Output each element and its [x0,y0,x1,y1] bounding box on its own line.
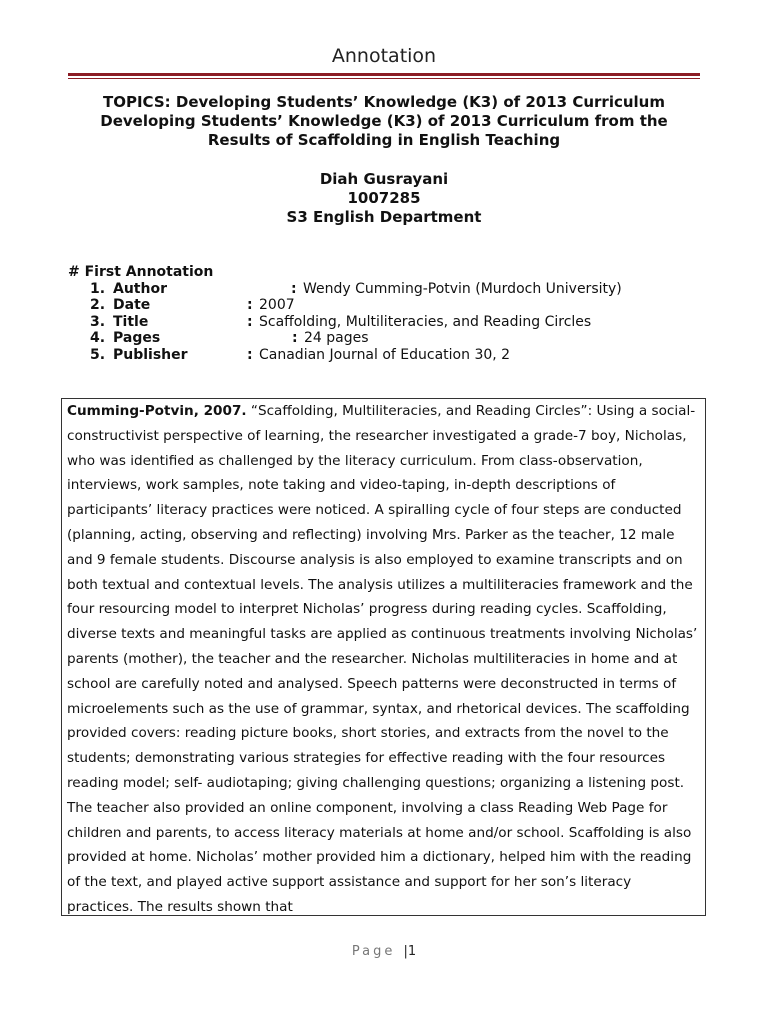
student-id: 1007285 [347,189,421,207]
topics-line-3: Results of Scaffolding in English Teaching [207,131,561,149]
item-value: 24 pages [304,330,369,346]
annotation-item-title [68,313,592,331]
item-colon: : [292,330,298,346]
header-rule-thin [68,78,700,79]
item-colon: : [291,280,297,297]
page-header-title: Annotation [331,45,437,67]
summary-paragraph [67,399,700,920]
item-label: Date [113,297,151,313]
topics-line-1: TOPICS: Developing Students’ Knowledge (K3) of 2013 Curriculum [103,93,665,111]
summary-lead: Cumming-Potvin, 2007. [67,403,247,419]
item-value: Scaffolding, Multiliteracies, and Reading Circles [259,313,592,330]
department: S3 English Department [286,208,482,226]
summary-box [61,398,706,916]
header-rule [68,73,700,76]
footer-separator: | [403,944,408,959]
item-label: Publisher [113,346,188,363]
item-colon: : [247,346,253,363]
item-value: Wendy Cumming-Potvin (Murdoch University) [303,280,622,297]
author-name: Diah Gusrayani [319,170,449,188]
item-value: 2007 [259,297,295,313]
annotation-item-pages [68,330,369,347]
item-label: Author [113,280,167,297]
topics-block [60,93,708,150]
item-number: 5. [90,346,106,363]
author-block [0,170,768,227]
footer-page-label: Page [351,944,396,959]
item-number: 1. [90,280,106,297]
item-number: 4. [90,330,106,346]
item-label: Pages [113,330,161,346]
annotation-list [68,264,622,363]
item-number: 2. [90,297,106,313]
annotation-heading: # First Annotation [68,264,214,280]
annotation-item-date [68,297,295,314]
page-footer [0,944,768,959]
summary-text: “Scaffolding, Multiliteracies, and Reading Circles”: Using a social-constructivist perspective of learning, the researcher investigated a grade-7 boy, Nicholas, who was identified as challenged by the literacy curriculum. From class-observation, interviews, work samples, note taking and video-taping, in-depth descriptions of participants’ literacy practices were noticed. A spiralling cycle of four steps are conducted (planning, acting, observing and reflecting) involving Mrs. Parker as the teacher, 12 male and 9 female students. Discourse analysis is also employed to examine transcripts and on both textual and contextual levels. The analysis utilizes a multiliteracies framework and the four resourcing model to interpret Nicholas’ progress during reading cycles. Scaffolding, diverse texts and meaningful tasks are applied as continuous treatments involving Nicholas’ parents (mother), the teacher and the researcher. Nicholas multiliteracies in home and at school are carefully noted and analysed. Speech patterns were deconstructed in terms of microelements such as the use of grammar, syntax, and rhetorical devices. The scaffolding provided covers: reading picture books, short stories, and extracts from the novel to the students; demonstrating various strategies for effective reading with the four resources reading model; self- audiotaping; giving challenging questions; organizing a listening post. The teacher also provided an online component, involving a class Reading Web Page for children and parents, to access literacy materials at home and/or school. Scaffolding is also provided at home. Nicholas’ mother provided him a dictionary, helped him with the reading of the text, and played active support assistance and support for her son’s literacy practices. The results shown that [67,403,698,915]
item-label: Title [113,313,149,330]
item-colon: : [247,313,253,330]
item-value: Canadian Journal of Education 30, 2 [259,346,511,363]
item-number: 3. [90,313,106,330]
item-colon: : [247,297,253,313]
annotation-item-publisher [68,346,511,364]
annotation-item-author [68,280,622,298]
footer-page-number: 1 [407,944,417,959]
topics-line-2: Developing Students’ Knowledge (K3) of 2013 Curriculum from the [100,112,668,130]
